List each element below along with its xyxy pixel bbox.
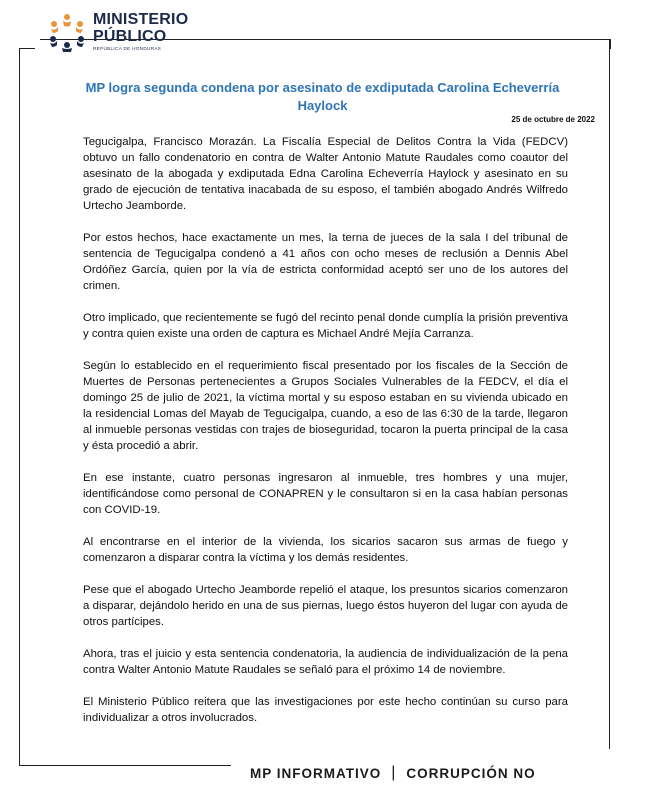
frame-left-line bbox=[19, 48, 20, 766]
article-body bbox=[83, 134, 568, 726]
footer-mp-informativo: MP INFORMATIVO bbox=[250, 765, 382, 781]
paragraph-7: Pese que el abogado Urtecho Jeamborde repelió el ataque, los presuntos sicarios comenzaron a disparar, dejándolo herido en una de sus piernas, luego éstos huyeron del lugar con ayuda de otros partícipes. bbox=[83, 584, 568, 628]
people-circle-icon bbox=[47, 12, 87, 52]
logo-ministerio: MINISTERIO bbox=[93, 11, 189, 29]
paragraph-9: El Ministerio Público reitera que las investigaciones por este hecho continúan su curso para individualizar a otros involucrados. bbox=[83, 696, 568, 724]
paragraph-6: Al encontrarse en el interior de la vivienda, los sicarios sacaron sus armas de fuego y comenzaron a disparar contra la víctima y los demás residentes. bbox=[83, 536, 568, 564]
paragraph-4: Según lo establecido en el requerimiento fiscal presentado por los fiscales de la Sección de Muertes de Personas pertenecientes a Grupos Sociales Vulnerables de la FEDCV, el día el domingo 25 de julio de 2021, la víctima mortal y su esposo estaban en su vivienda ubicado en la residencial Lomas del Mayab de Tegucigalpa, cuando, a eso de las 6:30 de la tarde, llegaron al inmueble personas vestidas con trajes de bioseguridad, tocaron la puerta principal de la casa y ésta procedió a abrir. bbox=[83, 360, 568, 452]
logo-publico: PÚBLICO bbox=[93, 28, 167, 46]
frame-bottom-line bbox=[19, 765, 231, 766]
logo-country: REPÚBLICA DE HONDURAS bbox=[93, 46, 162, 52]
footer-slogan bbox=[250, 764, 536, 782]
paragraph-5: En ese instante, cuatro personas ingresaron al inmueble, tres hombres y una mujer, identificándose como personal de CONAPREN y le consultaron si en la casa habían personas con COVID-19. bbox=[83, 472, 568, 516]
paragraph-3: Otro implicado, que recientemente se fugó del recinto penal donde cumplía la prisión preventiva y contra quien existe una orden de captura es Michael André Mejía Carranza. bbox=[83, 312, 568, 340]
paragraph-2: Por estos hechos, hace exactamente un mes, la terna de jueces de la sala I del tribunal de sentencia de Tegucigalpa condenó a 41 años con ocho meses de reclusión a Dennis Abel Ordóñez García, quien por la vía de estricta conformidad aceptó ser uno de los autores del crimen. bbox=[83, 232, 568, 292]
footer-corrupcion-no: CORRUPCIÓN NO bbox=[406, 765, 536, 781]
frame-left-top-line bbox=[19, 48, 35, 49]
frame-right-line bbox=[609, 39, 610, 749]
paragraph-1: Tegucigalpa, Francisco Morazán. La Fiscalía Especial de Delitos Contra la Vida (FEDCV) obtuvo un fallo condenatorio en contra de Walter Antonio Matute Raudales como coautor del asesinato de la abogada y exdiputada Edna Carolina Echeverría Haylock y asesinato en su grado de ejecución de tentativa inacabada de su esposo, el también abogado Andrés Wilfredo Urtecho Jeamborde. bbox=[83, 136, 568, 212]
article-date: 25 de octubre de 2022 bbox=[511, 115, 595, 124]
footer-separator: | bbox=[391, 764, 397, 781]
paragraph-8: Ahora, tras el juicio y esta sentencia condenatoria, la audiencia de individualización de la pena contra Walter Antonio Matute Raudales se señaló para el próximo 14 de noviembre. bbox=[83, 648, 568, 676]
article-title: MP logra segunda condena por asesinato de exdiputada Carolina Echeverría Haylock bbox=[85, 80, 560, 113]
ministerio-publico-logo bbox=[47, 12, 188, 52]
